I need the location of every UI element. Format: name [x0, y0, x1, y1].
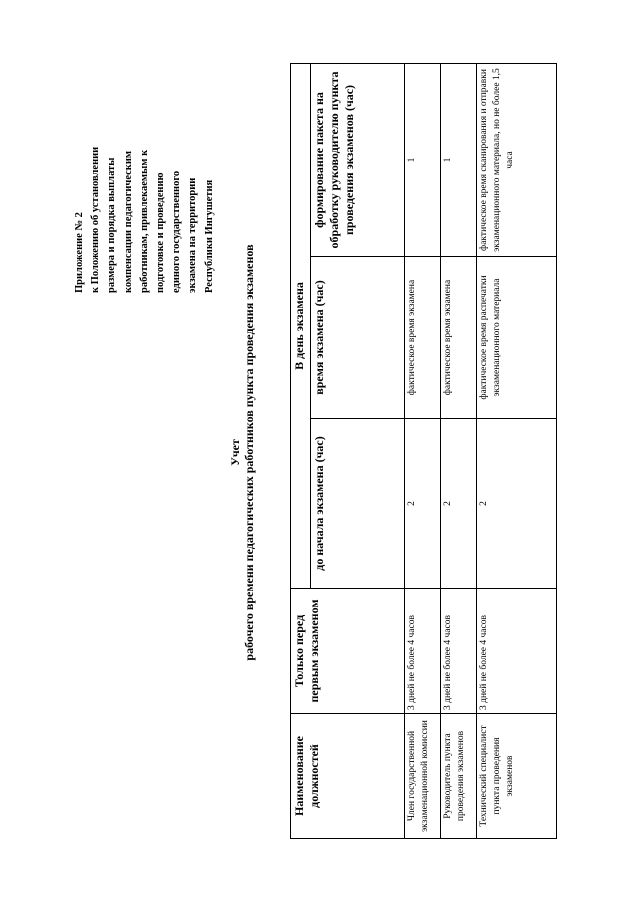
title-line-2: рабочего времени педагогических работников пункта проведения экзаменов	[242, 244, 256, 661]
title-line-1: Учет	[228, 439, 242, 466]
appendix-line: работникам, привлекаемым к	[138, 149, 150, 293]
table-row	[441, 63, 477, 838]
appendix-line: подготовке и проведению	[155, 172, 167, 293]
cell-exam-time: фактическое время экзамена	[441, 257, 477, 419]
cell-exam-time: фактическое время экзамена	[405, 257, 441, 419]
appendix-line: единого государственного	[171, 170, 183, 293]
cell-position: Технический специалист пункта проведения экзаменов	[477, 714, 557, 839]
appendix-line: к Положению об установлении	[90, 146, 102, 293]
cell-position: Руководитель пункта проведения экзаменов	[441, 714, 477, 839]
cell-package: 1	[405, 63, 441, 256]
appendix-line: экзамена на территории	[187, 177, 199, 293]
work-time-table	[290, 63, 557, 839]
cell-before-start: 2	[441, 419, 477, 589]
header-position: Наименование должностей	[291, 714, 405, 839]
cell-before-first: 3 дней не более 4 часов	[441, 589, 477, 714]
cell-package: 1	[441, 63, 477, 256]
table-row	[477, 63, 557, 838]
cell-before-first: 3 дней не более 4 часов	[405, 589, 441, 714]
document-title	[228, 0, 256, 905]
cell-exam-time: фактическое время распечатки экзаменационного материала	[477, 257, 557, 419]
header-before-start: до начала экзамена (час)	[311, 419, 405, 589]
cell-position: Член государственной экзаменационной комиссии	[405, 714, 441, 839]
header-package: формирование пакета на обработку руководителю пункта проведения экзаменов (час)	[311, 63, 405, 256]
header-exam-time: время экзамена (час)	[311, 257, 405, 419]
appendix-line: Республики Ингушетия	[203, 179, 215, 293]
cell-before-start: 2	[477, 419, 557, 589]
header-exam-day: В день экзамена	[291, 63, 311, 588]
table-row	[405, 63, 441, 838]
appendix-line: Приложение № 2	[74, 212, 85, 293]
appendix-note	[72, 63, 218, 293]
cell-before-start: 2	[405, 419, 441, 589]
table-header-row	[291, 63, 311, 838]
cell-package: фактическое время сканирования и отправки экзаменационного материала, но не более 1,5 часа	[477, 63, 557, 256]
appendix-line: компенсации педагогическим	[122, 150, 134, 293]
cell-before-first: 3 дней не более 4 часов	[477, 589, 557, 714]
appendix-line: размера и порядка выплаты	[106, 157, 118, 293]
header-before-first-exam: Только перед первым экзаменом	[291, 589, 405, 714]
